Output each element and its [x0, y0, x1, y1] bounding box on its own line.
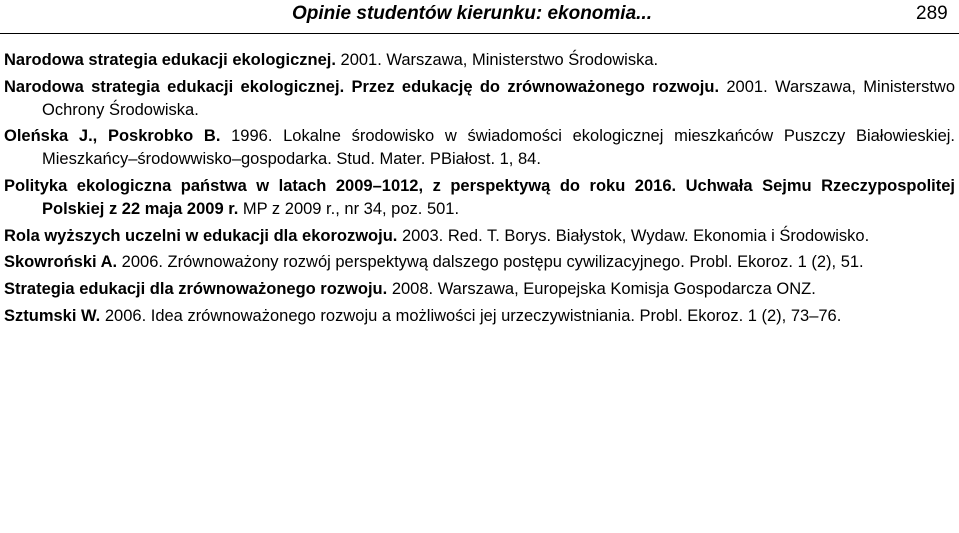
- reference-entry: [4, 76, 955, 122]
- ref-title: Narodowa strategia edukacji ekologicznej. Przez edukację do zrównoważonego rozwoju.: [4, 77, 720, 96]
- running-header: [0, 0, 959, 38]
- ref-details: 2006. Zrównoważony rozwój perspektywą dalszego postępu cywilizacyjnego. Probl. Ekoroz. 1 (2), 51.: [117, 253, 864, 272]
- ref-details: 1996. Lokalne środowisko w świadomości ekologicznej mieszkańców Puszczy Białowieskiej. Mieszkańcy–środowwisko–gospodarka. Stud. Mater. PBiałost. 1, 84.: [42, 127, 955, 169]
- ref-author: Sztumski W.: [4, 306, 101, 325]
- ref-details: 2003. Red. T. Borys. Białystok, Wydaw. Ekonomia i Środowisko.: [397, 226, 870, 245]
- ref-details: 2008. Warszawa, Europejska Komisja Gospodarcza ONZ.: [387, 280, 816, 299]
- ref-details: MP z 2009 r., nr 34, poz. 501.: [238, 199, 460, 218]
- ref-title: Strategia edukacji dla zrównoważonego rozwoju.: [4, 280, 388, 299]
- ref-title: Polityka ekologiczna państwa w latach 2009–1012, z perspektywą do roku 2016. Uchwała Sejmu Rzeczypospolitej Polskiej z 22 maja 2009 r.: [4, 176, 955, 218]
- ref-details: 2006. Idea zrównoważonego rozwoju a możliwości jej urzeczywistniania. Probl. Ekoroz. 1 (2), 73–76.: [100, 306, 842, 325]
- reference-entry: [4, 125, 955, 171]
- ref-title: Narodowa strategia edukacji ekologicznej.: [4, 51, 336, 69]
- reference-entry: [4, 305, 955, 328]
- header-rule: [0, 33, 959, 34]
- running-title: Opinie studentów kierunku: ekonomia...: [292, 3, 652, 24]
- ref-details: 2001. Warszawa, Ministerstwo Środowiska.: [335, 51, 659, 69]
- reference-entry: [4, 225, 955, 248]
- page-number: 289: [916, 3, 948, 24]
- ref-author: Skowroński A.: [4, 253, 118, 272]
- ref-details: 2001. Warszawa, Ministerstwo Ochrony Środowiska.: [42, 77, 955, 119]
- ref-title: Rola wyższych uczelni w edukacji dla ekorozwoju.: [4, 226, 398, 245]
- reference-list: [4, 49, 955, 332]
- ref-author: Oleńska J., Poskrobko B.: [4, 127, 221, 146]
- reference-entry: [4, 251, 955, 274]
- reference-entry: [4, 278, 955, 301]
- reference-entry: [4, 49, 955, 72]
- reference-entry: [4, 175, 955, 221]
